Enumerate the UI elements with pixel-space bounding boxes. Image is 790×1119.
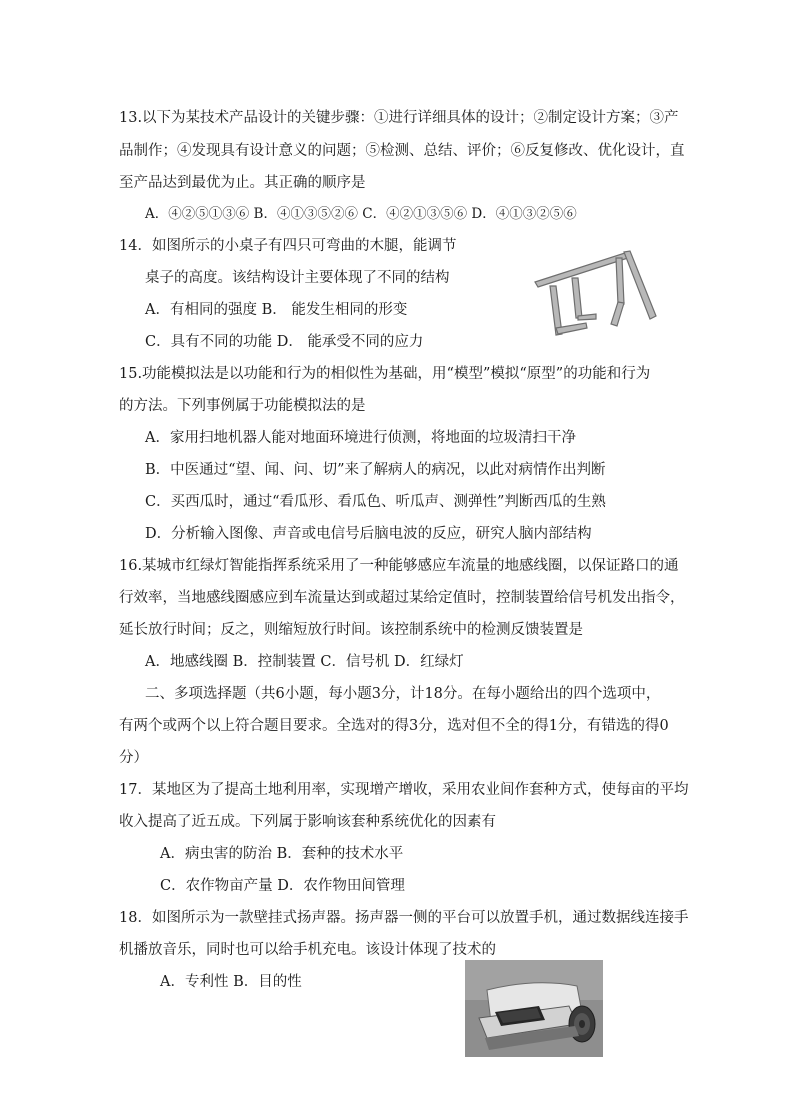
q16-options: A．地感线圈 B．控制装置 C．信号机 D．红绿灯 [145, 654, 464, 670]
q15-option-c: C．买西瓜时，通过“看瓜形、看瓜色、听瓜声、测弹性”判断西瓜的生熟 [145, 494, 606, 510]
q18-options-ab: A．专利性 B．目的性 [160, 974, 302, 990]
q15-option-b: B．中医通过“望、闻、问、切”来了解病人的病况，以此对病情作出判断 [145, 462, 606, 478]
q18-line-1: 18．如图所示为一款壁挂式扬声器。扬声器一侧的平台可以放置手机，通过数据线连接手 [119, 910, 689, 926]
q17-line-1: 17．某地区为了提高土地利用率，实现增产增收，采用农业间作套种方式，使每亩的平均 [119, 782, 689, 798]
q13-options: A．④②⑤①③⑥ B．④①③⑤②⑥ C．④②①③⑤⑥ D．④①③②⑤⑥ [145, 206, 577, 222]
q16-line-1: 16.某城市红绿灯智能指挥系统采用了一种能够感应车流量的地感线圈，以保证路口的通 [119, 558, 679, 574]
q13-line-1: 13.以下为某技术产品设计的关键步骤：①进行详细具体的设计；②制定设计方案；③产 [119, 110, 679, 126]
wall-speaker-photo [465, 960, 603, 1057]
q17-line-2: 收入提高了近五成。下列属于影响该套种系统优化的因素有 [119, 814, 496, 830]
q16-line-3: 延长放行时间；反之，则缩短放行时间。该控制系统中的检测反馈装置是 [119, 622, 583, 638]
q13-line-2: 品制作；④发现具有设计意义的问题；⑤检测、总结、评价；⑥反复修改、优化设计，直 [119, 143, 685, 159]
q14-options-cd: C．具有不同的功能 D． 能承受不同的应力 [145, 334, 424, 350]
q14-options-ab: A．有相同的强度 B． 能发生相同的形变 [145, 302, 408, 318]
q15-option-a: A．家用扫地机器人能对地面环境进行侦测，将地面的垃圾清扫干净 [145, 430, 576, 446]
section2-line-1: 二、多项选择题（共6小题，每小题3分，计18分。在每小题给出的四个选项中， [145, 686, 661, 702]
table-figure [532, 246, 662, 338]
q18-line-2: 机播放音乐，同时也可以给手机充电。该设计体现了技术的 [119, 942, 496, 958]
q13-line-3: 至产品达到最优为止。其正确的顺序是 [119, 175, 366, 191]
q14-line-2: 桌子的高度。该结构设计主要体现了不同的结构 [145, 270, 450, 286]
q15-line-2: 的方法。下列事例属于功能模拟法的是 [119, 398, 366, 414]
q15-option-d: D．分析输入图像、声音或电信号后脑电波的反应，研究人脑内部结构 [145, 526, 592, 542]
q15-line-1: 15.功能模拟法是以功能和行为的相似性为基础，用“模型”模拟“原型”的功能和行为 [119, 366, 651, 382]
q17-options-cd: C．农作物亩产量 D．农作物田间管理 [160, 878, 405, 894]
section2-line-2: 有两个或两个以上符合题目要求。全选对的得3分，选对但不全的得1分，有错选的得0 [119, 718, 669, 734]
q14-line-1: 14．如图所示的小桌子有四只可弯曲的木腿，能调节 [119, 238, 457, 254]
q17-options-ab: A．病虫害的防治 B．套种的技术水平 [160, 846, 404, 862]
q16-line-2: 行效率，当地感线圈感应到车流量达到或超过某给定值时，控制装置给信号机发出指令， [119, 590, 685, 606]
section2-line-3: 分） [119, 750, 148, 766]
